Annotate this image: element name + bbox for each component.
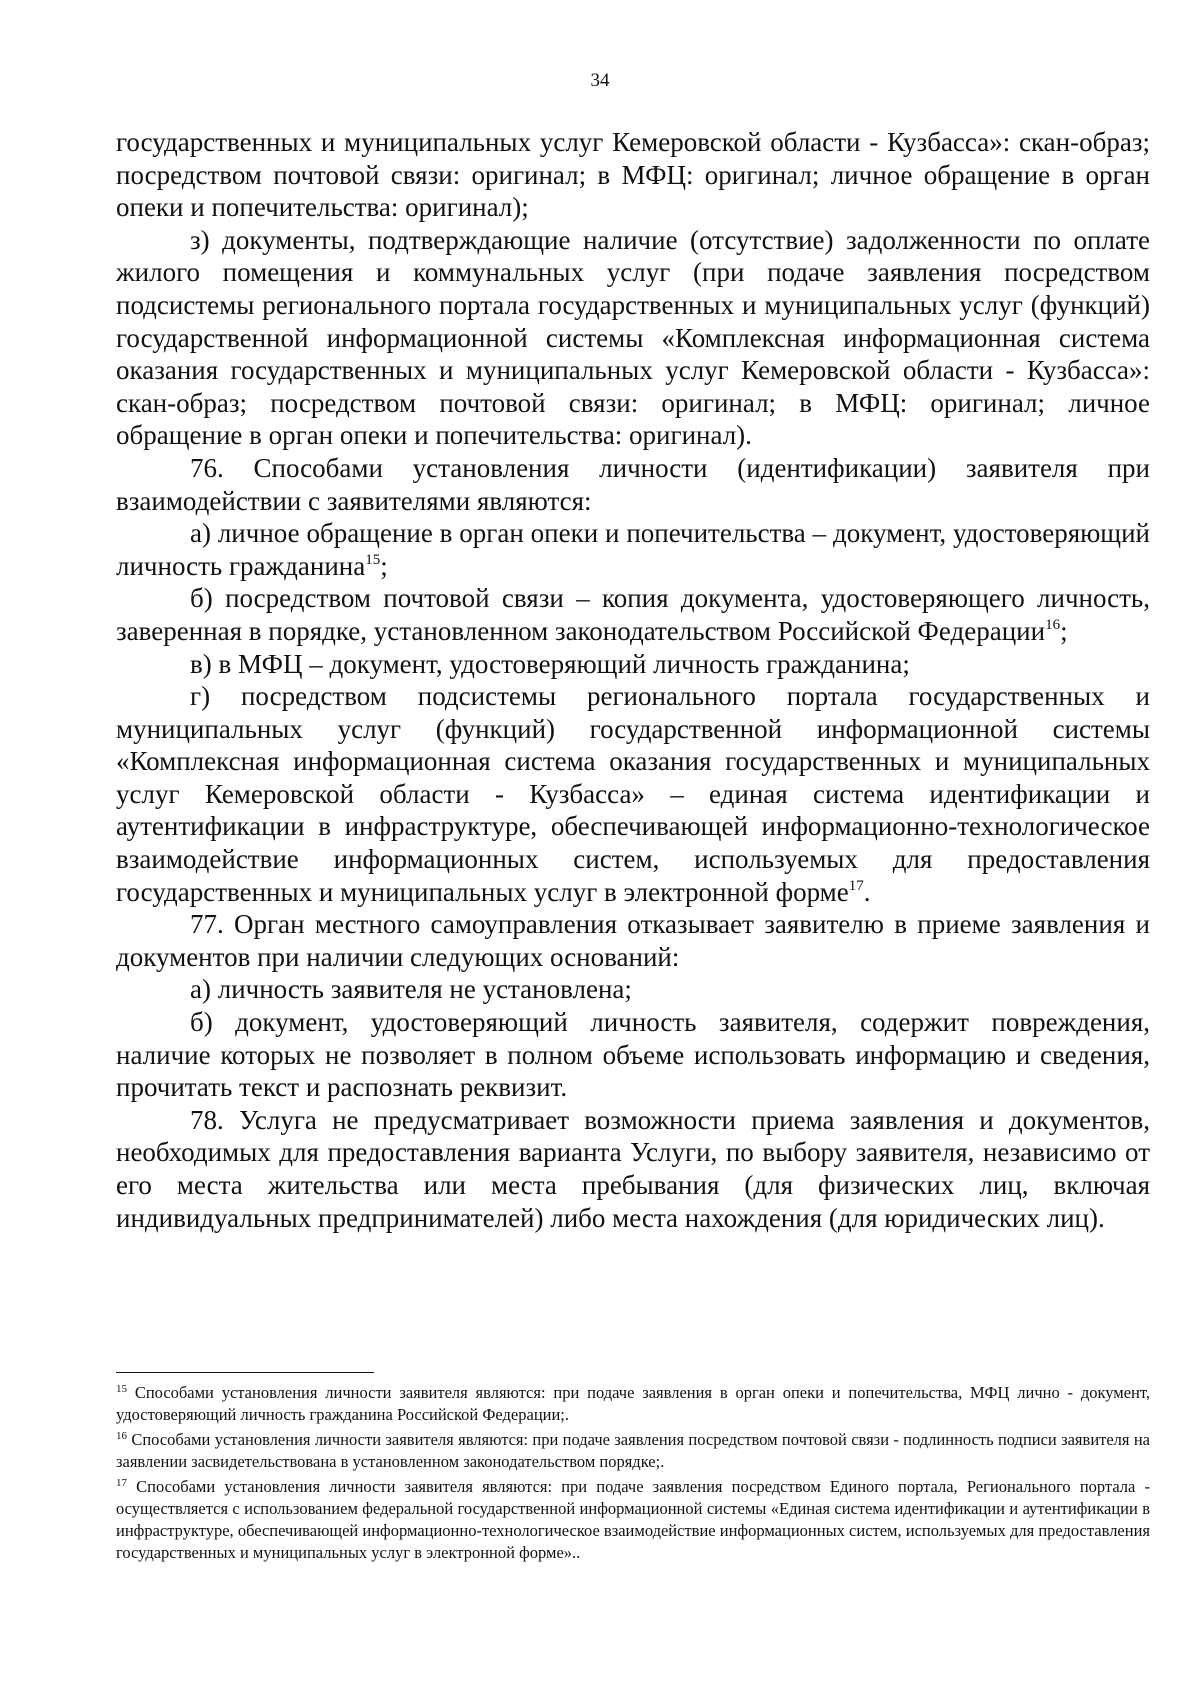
footnote-17 — [116, 1476, 1150, 1564]
paragraph-76: 76. Способами установления личности (идентификации) заявителя при взаимодействии с заявителями являются: — [116, 452, 1150, 516]
footnote-number: 15 — [116, 1383, 127, 1395]
paragraph-77: 77. Орган местного самоуправления отказывает заявителю в приеме заявления и документов при наличии следующих оснований: — [116, 909, 1150, 972]
footnote-ref-17[interactable]: 17 — [848, 877, 864, 894]
paragraph-item-a — [116, 517, 1150, 582]
paragraph-text: г) посредством подсистемы регионального портала государственных и муниципальных услуг (функций) государственной информационной системы «Комплексная информационная система оказания государственных и муниципальных услуг Кемеровской области - Кузбасса» – единая система идентификации и аутентификации в инфраструктуре, обеспечивающей информационно-технологическое взаимодействие информационных систем, используемых для предоставления государственных и муниципальных услуг в электронной форме — [116, 681, 1150, 907]
footnote-text: Способами установления личности заявителя являются: при подаче заявления посредством Единого портала, Регионального портала - осуществляется с использованием федеральной государственной информационной системы «Единая система идентификации и аутентификации в инфраструктуре, обеспечивающей информационно-технологическое взаимодействие информационных систем, используемых для предоставления государственных и муниципальных услуг в электронной форме».. — [116, 1477, 1150, 1562]
paragraph-item-b — [116, 582, 1150, 647]
footnote-number: 17 — [116, 1477, 127, 1489]
paragraph-item-g — [116, 680, 1150, 908]
page-number: 34 — [590, 70, 610, 91]
footnote-separator — [116, 1372, 374, 1373]
footnote-text: Способами установления личности заявителя являются: при подаче заявления посредством почтовой связи - подлинность подписи заявителя на заявлении засвидетельствована в установленном законодательством порядке;. — [116, 1430, 1150, 1471]
paragraph-77-item-b: б) документ, удостоверяющий личность заявителя, содержит повреждения, наличие которых не позволяет в полном объеме использовать информацию и сведения, прочитать текст и распознать реквизит. — [116, 1007, 1150, 1103]
paragraph-item-v: в) в МФЦ – документ, удостоверяющий личность гражданина; — [190, 648, 910, 679]
paragraph-continuation: государственных и муниципальных услуг Кемеровской области - Кузбасса»: скан-образ; посредством почтовой связи: оригинал; в МФЦ: оригинал; личное обращение в орган опеки и попечительства: оригинал); — [116, 127, 1150, 223]
footnote-15 — [116, 1382, 1150, 1426]
footnote-ref-15[interactable]: 15 — [365, 551, 381, 568]
paragraph-end: ; — [380, 550, 388, 581]
paragraph-end: ; — [1060, 615, 1068, 646]
footnote-number: 16 — [116, 1430, 127, 1442]
footnote-16 — [116, 1429, 1150, 1473]
footnotes — [116, 1382, 1150, 1567]
paragraph-end: . — [863, 876, 871, 907]
body-text — [116, 126, 1150, 1234]
footnote-text: Способами установления личности заявителя являются: при подаче заявления в орган опеки и попечительства, МФЦ лично - документ, удостоверяющий личность гражданина Российской Федерации;. — [116, 1383, 1150, 1424]
paragraph-77-item-a: а) личность заявителя не установлена; — [190, 974, 632, 1005]
paragraph-item-z: з) документы, подтверждающие наличие (отсутствие) задолженности по оплате жилого помещения и коммунальных услуг (при подаче заявления посредством подсистемы регионального портала государственных и муниципальных услуг (функций) государственной информационной системы «Комплексная информационная система оказания государственных и муниципальных услуг Кемеровской области - Кузбасса»: скан-образ; посредством почтовой связи: оригинал; в МФЦ: оригинал; личное обращение в орган опеки и попечительства: оригинал). — [116, 224, 1150, 451]
footnote-ref-16[interactable]: 16 — [1045, 616, 1061, 633]
paragraph-78: 78. Услуга не предусматривает возможности приема заявления и документов, необходимых для предоставления варианта Услуги, по выбору заявителя, независимо от его места жительства или места пребывания (для физических лиц, включая индивидуальных предпринимателей) либо места нахождения (для юридических лиц). — [116, 1104, 1150, 1233]
paragraph-text: б) посредством почтовой связи – копия документа, удостоверяющего личность, заверенная в порядке, установленном законодательством Российской Федерации — [116, 583, 1150, 646]
paragraph-text: а) личное обращение в орган опеки и попечительства – документ, удостоверяющий личность гражданина — [116, 518, 1150, 581]
